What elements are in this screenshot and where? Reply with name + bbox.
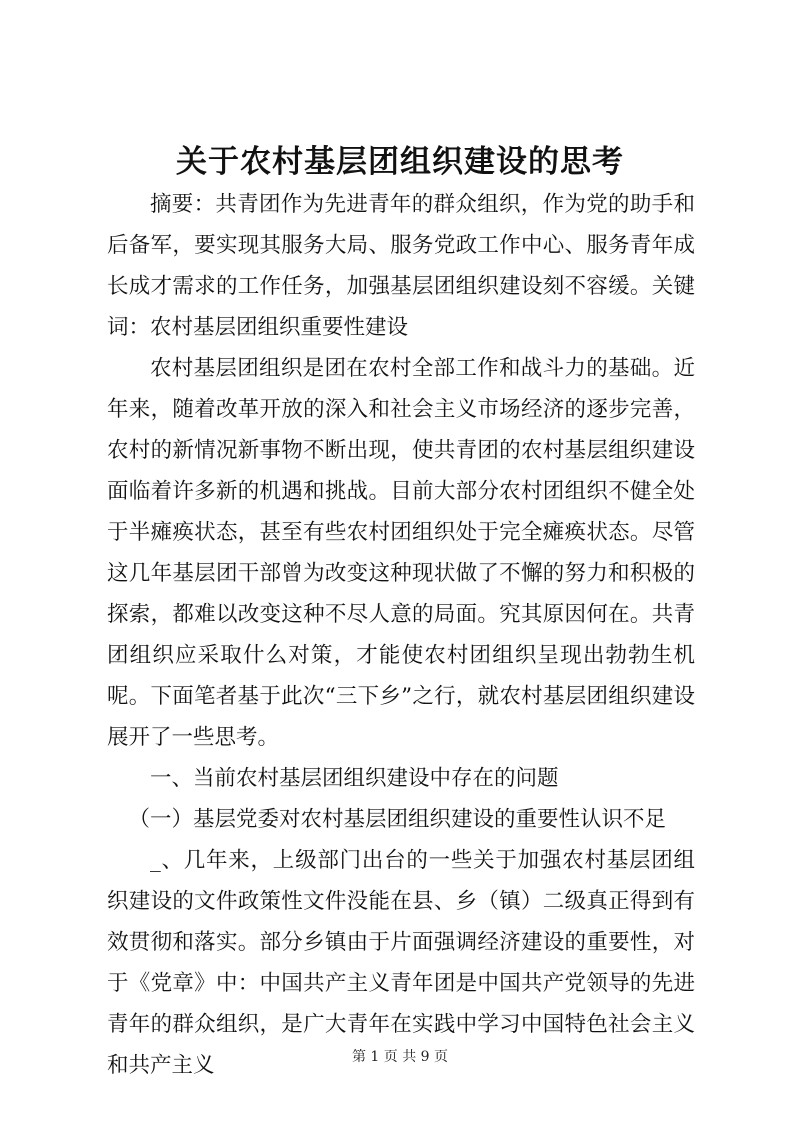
- section-heading: 一、当前农村基层团组织建设中存在的问题: [150, 766, 559, 791]
- body-paragraph: 农村基层团组织是团在农村全部工作和战斗力的基础。近年来，随着改革开放的深入和社会主义市场经济的逐步完善，农村的新情况新事物不断出现，使共青团的农村基层组织建设面临着许多新的机遇和挑战。目前大部分农村团组织不健全处于半瘫痪状态，甚至有些农村团组织处于完全瘫痪状态。尽管这几年基层团干部曾为改变这种现状做了不懈的努力和积极的探索，都难以改变这种不尽人意的局面。究其原因何在。共青团组织应采取什么对策，才能使农村团组织呈现出勃勃生机呢。下面笔者基于此次“三下乡”之行，就农村基层团组织建设展开了一些思考。: [107, 356, 695, 750]
- document-body: [107, 184, 695, 1086]
- page-footer: 第 1 页 共 9 页: [351, 1049, 449, 1065]
- body-paragraph: _、几年来，上级部门出台的一些关于加强农村基层团组织建设的文件政策性文件没能在县、乡（镇）二级真正得到有效贯彻和落实。部分乡镇由于片面强调经济建设的重要性，对于《党章》中：中国共产主义青年团是中国共产党领导的先进青年的群众组织，是广大青年在实践中学习中国特色社会主义和共产主义: [107, 848, 695, 1078]
- document-title: 关于农村基层团组织建设的思考: [176, 144, 624, 180]
- abstract-paragraph: 摘要：共青团作为先进青年的群众组织，作为党的助手和后备军，要实现其服务大局、服务党政工作中心、服务青年成长成才需求的工作任务，加强基层团组织建设刻不容缓。关键词：农村基层团组织重要性建设: [107, 192, 695, 340]
- subsection-heading: （一）基层党委对农村基层团组织建设的重要性认识不足: [128, 807, 667, 832]
